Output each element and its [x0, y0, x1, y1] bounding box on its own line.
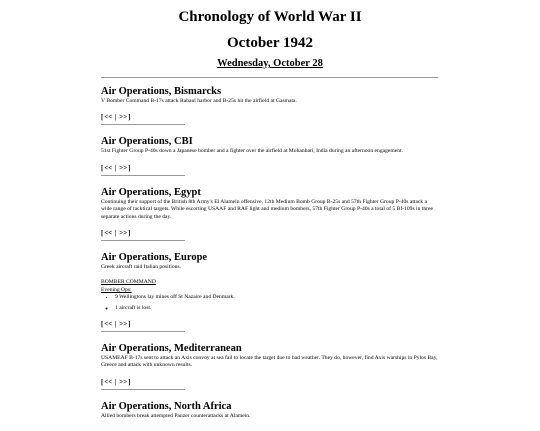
section-cbi: [101, 136, 438, 175]
ops-list: [101, 294, 438, 301]
section-text: Allied bombers break attempted Panzer counterattacks at Alamein.: [101, 412, 251, 419]
nav-first-link[interactable]: [: [101, 230, 104, 238]
section-divider: [101, 389, 185, 390]
section-europe: [101, 252, 438, 332]
nav-prev-link[interactable]: <<: [104, 320, 113, 329]
section-nav: [101, 113, 438, 122]
section-divider: [101, 124, 185, 125]
evening-ops-label: Evening Ops:: [101, 286, 132, 293]
nav-prev-link[interactable]: <<: [104, 229, 113, 238]
nav-separator: |: [114, 230, 117, 238]
nav-next-link[interactable]: >>: [119, 377, 128, 386]
section-text: Continuing their support of the British 8th Army's El Alamein offensive, 12th Medium Bomb Group B-25s and 57th Fighter Group P-40s attack a wide range of tacktical targets. While escorting USAAF and RAF light and medium bombers, 57th Fighter Group P-40s a total of 5 Bf-109s in three separate actions during the day.: [101, 198, 433, 220]
nav-separator: |: [114, 378, 117, 386]
section-divider: [101, 331, 185, 332]
nav-last-link[interactable]: ]: [128, 321, 131, 329]
nav-last-link[interactable]: ]: [128, 378, 131, 386]
nav-first-link[interactable]: [: [101, 321, 104, 329]
section-text: USAMEAF B-17s sent to attack an Axis convoy at sea fail to locate the target due to bad weather. They do, however, find Axis warships in Pylos Bay, Greece and attack with unknown results.: [101, 355, 438, 369]
section-heading: Air Operations, Mediterranean: [101, 343, 242, 355]
section-nav: [101, 229, 438, 238]
section-divider: [101, 240, 185, 241]
section-heading: Air Operations, Bismarcks: [101, 86, 222, 97]
nav-next-link[interactable]: >>: [119, 113, 128, 122]
page-title: Chronology of World War II: [178, 9, 362, 25]
nav-next-link[interactable]: >>: [119, 320, 128, 329]
list-item: ◦ 1 aircraft is lost.: [115, 305, 438, 312]
nav-prev-link[interactable]: <<: [104, 163, 113, 172]
section-nav: [101, 164, 438, 173]
nav-last-link[interactable]: ]: [128, 164, 131, 172]
nav-last-link[interactable]: ]: [128, 114, 131, 122]
section-heading: Air Operations, Europe: [101, 252, 208, 264]
section-nav: [101, 378, 438, 387]
bomber-command-subheading: BOMBER COMMAND: [101, 279, 156, 286]
section-north-africa: [101, 401, 438, 420]
section-text: Greek aircraft raid Italian positions.: [101, 264, 181, 271]
nav-prev-link[interactable]: <<: [104, 113, 113, 122]
nav-next-link[interactable]: >>: [119, 163, 128, 172]
section-text: V Bomber Command B-17s attack Rabaul harbor and B-25s hit the airfield at Gasmata.: [101, 98, 297, 104]
section-heading: Air Operations, CBI: [101, 136, 193, 148]
page-month: October 1942: [227, 35, 313, 51]
nav-first-link[interactable]: [: [101, 378, 104, 386]
nav-separator: |: [114, 164, 117, 172]
section-heading: Air Operations, North Africa: [101, 400, 232, 412]
section-text: 51st Fighter Group P-40s down a Japanese bomber and a fighter over the airfield at Mohanbari, India during an afternoon engagement.: [101, 148, 403, 155]
nav-separator: |: [114, 114, 117, 122]
nav-next-link[interactable]: >>: [119, 229, 128, 238]
nav-separator: |: [114, 321, 117, 329]
section-mediterranean: [101, 343, 438, 390]
page-date: Wednesday, October 28: [217, 58, 323, 69]
content: [101, 86, 438, 431]
section-bismarcks: [101, 86, 438, 125]
nav-last-link[interactable]: ]: [128, 230, 131, 238]
list-item: • 9 Wellingtons lay mines off St Nazaire and Denmark.: [115, 294, 438, 301]
section-egypt: [101, 187, 438, 241]
nav-prev-link[interactable]: <<: [104, 377, 113, 386]
section-heading: Air Operations, Egypt: [101, 186, 201, 198]
section-nav: [101, 320, 438, 329]
section-divider: [101, 175, 185, 176]
header-divider: [101, 77, 438, 78]
ops-sublist: [101, 305, 438, 312]
nav-first-link[interactable]: [: [101, 114, 104, 122]
nav-first-link[interactable]: [: [101, 164, 104, 172]
